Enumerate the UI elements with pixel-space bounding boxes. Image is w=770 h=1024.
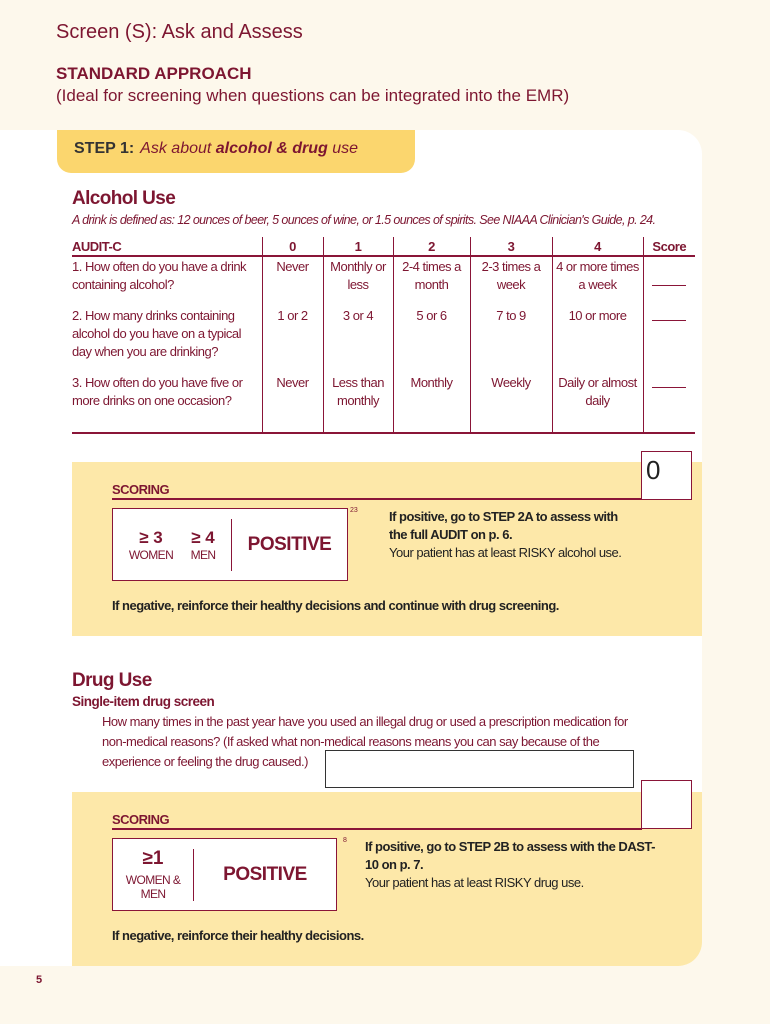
- col-header: 4: [552, 237, 643, 256]
- col-header: 3: [470, 237, 552, 256]
- drug-criteria-box: [112, 838, 337, 911]
- answer: 3 or 4: [323, 306, 393, 373]
- threshold: ≥1: [142, 848, 164, 869]
- col-header: 1: [323, 237, 393, 256]
- scoring-label: SCORING: [112, 812, 170, 827]
- men-threshold: ≥ 4: [191, 527, 215, 547]
- drink-definition: A drink is defined as: 12 ounces of beer, 5 ounces of wine, or 1.5 ounces of spirits. See NIAAA Clinician's Guide, p. 24.: [72, 213, 656, 227]
- women-label: WOMEN: [128, 547, 174, 562]
- women-threshold: ≥ 3: [139, 527, 163, 547]
- answer: 10 or more: [552, 306, 643, 373]
- positive-instruction: If positive, go to STEP 2A to assess with the full AUDIT on p. 6.: [389, 509, 618, 542]
- answer: Weekly: [470, 373, 552, 433]
- col-header: 2: [393, 237, 470, 256]
- table-header: [72, 237, 695, 256]
- score-field[interactable]: [652, 272, 686, 286]
- score-field[interactable]: [652, 374, 686, 388]
- answer: Monthly: [393, 373, 470, 433]
- reference-number: 23: [350, 507, 358, 514]
- negative-instruction: If negative, reinforce their healthy decisions.: [112, 928, 364, 943]
- table-row: [72, 306, 695, 373]
- positive-note: Your patient has at least RISKY alcohol use.: [389, 545, 622, 560]
- table-row: [72, 256, 695, 306]
- answer: 5 or 6: [393, 306, 470, 373]
- answer: Monthly or less: [323, 256, 393, 306]
- table-row: [72, 373, 695, 433]
- drug-total-score-field[interactable]: [641, 780, 692, 829]
- answer: Never: [262, 373, 323, 433]
- step-text-post: use: [327, 140, 359, 157]
- alcohol-criteria-box: [112, 508, 348, 581]
- alcohol-total-score-field[interactable]: 0: [641, 451, 692, 500]
- drug-question: How many times in the past year have you used an illegal drug or used a prescription medication for non-medical reasons? (If asked what non-medical reasons means you can say because of the experience or feeling the drug caused.): [102, 714, 628, 769]
- answer: 1 or 2: [262, 306, 323, 373]
- divider: [112, 498, 642, 500]
- page-title: Screen (S): Ask and Assess: [56, 21, 303, 43]
- drug-heading: Drug Use: [72, 670, 152, 691]
- drug-answer-field[interactable]: [325, 750, 634, 788]
- page-number: 5: [36, 974, 43, 986]
- answer: Never: [262, 256, 323, 306]
- answer: 2-3 times a week: [470, 256, 552, 306]
- answer: 2-4 times a month: [393, 256, 470, 306]
- scoring-label: SCORING: [112, 482, 170, 497]
- col-header: AUDIT-C: [72, 237, 262, 256]
- col-header: Score: [643, 237, 695, 256]
- question: 2. How many drinks containing alcohol do you have on a typical day when you are drinking?: [72, 308, 242, 359]
- question: 3. How often do you have five or more drinks on one occasion?: [72, 373, 262, 433]
- step-label: STEP 1:: [74, 140, 135, 157]
- positive-instruction: If positive, go to STEP 2B to assess with the DAST-10 on p. 7.: [365, 839, 655, 872]
- score-field[interactable]: [652, 307, 686, 321]
- reference-number: 8: [343, 837, 347, 844]
- positive-label: POSITIVE: [223, 863, 307, 885]
- step-text-bold: alcohol & drug: [215, 140, 328, 157]
- audit-c-table: [72, 237, 695, 434]
- drug-subheading: Single-item drug screen: [72, 694, 215, 709]
- divider: [112, 828, 642, 830]
- answer: Less than monthly: [323, 373, 393, 433]
- step-text-pre: Ask about: [140, 140, 216, 157]
- positive-label: POSITIVE: [247, 533, 332, 555]
- men-label: MEN: [190, 547, 216, 562]
- question: 1. How often do you have a drink containing alcohol?: [72, 259, 247, 292]
- answer: 4 or more times a week: [552, 256, 643, 306]
- alcohol-heading: Alcohol Use: [72, 188, 176, 209]
- col-header: 0: [262, 237, 323, 256]
- approach-heading: STANDARD APPROACH: [56, 64, 252, 83]
- step-tab: [57, 130, 415, 173]
- answer: 7 to 9: [470, 306, 552, 373]
- answer: Daily or almost daily: [552, 373, 643, 433]
- approach-note: (Ideal for screening when questions can be integrated into the EMR): [56, 86, 570, 105]
- negative-instruction: If negative, reinforce their healthy decisions and continue with drug screening.: [112, 598, 559, 613]
- threshold-label: WOMEN & MEN: [125, 873, 181, 901]
- positive-note: Your patient has at least RISKY drug use.: [365, 875, 584, 890]
